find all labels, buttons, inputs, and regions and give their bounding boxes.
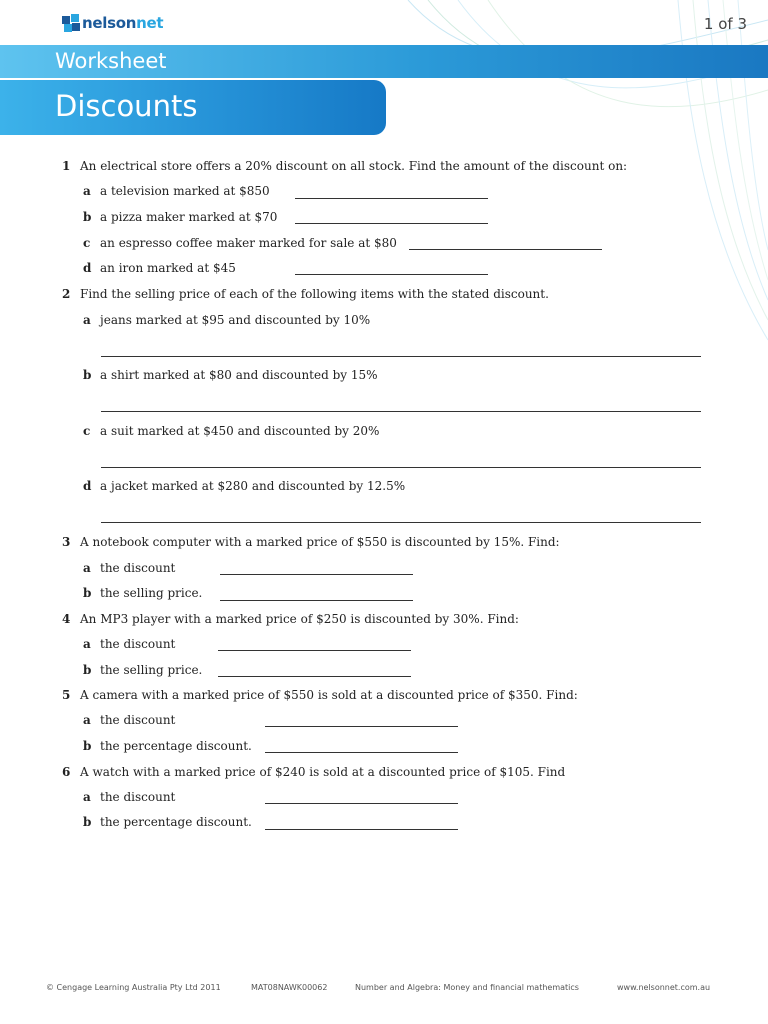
part-letter: a xyxy=(83,313,91,327)
footer-website[interactable]: www.nelsonnet.com.au xyxy=(617,983,711,992)
answer-line[interactable] xyxy=(218,650,411,651)
footer-code: MAT08NAWK00062 xyxy=(251,983,328,992)
part-text: the selling price. xyxy=(100,586,203,600)
part-letter: b xyxy=(83,815,92,829)
question-text: Find the selling price of each of the following items with the stated discount. xyxy=(80,287,549,301)
page-title: Discounts xyxy=(55,89,198,123)
answer-line[interactable] xyxy=(101,522,701,523)
question-text: A camera with a marked price of $550 is sold at a discounted price of $350. Find: xyxy=(80,688,578,702)
part-text: a jacket marked at $280 and discounted by 12.5% xyxy=(100,479,406,493)
part-letter: b xyxy=(83,210,92,224)
logo-cube-icon xyxy=(61,13,81,33)
banner-title: Worksheet xyxy=(55,49,167,73)
nelsonnet-logo xyxy=(61,13,163,33)
answer-line[interactable] xyxy=(220,600,413,601)
question-number: 6 xyxy=(62,765,71,779)
part-text: a pizza maker marked at $70 xyxy=(100,210,278,224)
part-letter: a xyxy=(83,184,91,198)
footer-copyright: © Cengage Learning Australia Pty Ltd 2011 xyxy=(46,983,221,992)
part-text: jeans marked at $95 and discounted by 10% xyxy=(100,313,371,327)
question-text: An MP3 player with a marked price of $250 is discounted by 30%. Find: xyxy=(80,612,519,626)
part-letter: d xyxy=(83,479,92,493)
part-text: a suit marked at $450 and discounted by 20% xyxy=(100,424,380,438)
answer-line[interactable] xyxy=(409,249,602,250)
answer-line[interactable] xyxy=(220,574,413,575)
part-letter: a xyxy=(83,790,91,804)
part-text: the discount xyxy=(100,561,176,575)
answer-line[interactable] xyxy=(218,676,411,677)
logo-text: nelsonnet xyxy=(82,14,164,32)
question-text: A notebook computer with a marked price of $550 is discounted by 15%. Find: xyxy=(80,535,560,549)
part-letter: b xyxy=(83,739,92,753)
question-number: 4 xyxy=(62,612,71,626)
answer-line[interactable] xyxy=(101,411,701,412)
part-text: the percentage discount. xyxy=(100,739,252,753)
answer-line[interactable] xyxy=(295,198,488,199)
part-letter: a xyxy=(83,713,91,727)
part-letter: b xyxy=(83,368,92,382)
part-letter: b xyxy=(83,663,92,677)
part-letter: d xyxy=(83,261,92,275)
answer-line[interactable] xyxy=(265,829,458,830)
part-text: a shirt marked at $80 and discounted by 15% xyxy=(100,368,378,382)
answer-line[interactable] xyxy=(265,752,458,753)
answer-line[interactable] xyxy=(265,803,458,804)
question-number: 1 xyxy=(62,159,71,173)
question-number: 2 xyxy=(62,287,71,301)
footer-strand: Number and Algebra: Money and financial mathematics xyxy=(355,983,579,992)
part-text: a television marked at $850 xyxy=(100,184,270,198)
question-text: A watch with a marked price of $240 is sold at a discounted price of $105. Find xyxy=(80,765,566,779)
part-letter: c xyxy=(83,424,91,438)
page-indicator: 1 of 3 xyxy=(703,15,747,33)
question-number: 3 xyxy=(62,535,71,549)
answer-line[interactable] xyxy=(101,467,701,468)
answer-line[interactable] xyxy=(101,356,701,357)
part-text: the selling price. xyxy=(100,663,203,677)
answer-line[interactable] xyxy=(295,274,488,275)
answer-line[interactable] xyxy=(265,726,458,727)
part-letter: b xyxy=(83,586,92,600)
part-text: an espresso coffee maker marked for sale at $80 xyxy=(100,236,397,250)
part-text: the discount xyxy=(100,713,176,727)
question-number: 5 xyxy=(62,688,71,702)
part-letter: a xyxy=(83,637,91,651)
part-letter: c xyxy=(83,236,91,250)
question-text: An electrical store offers a 20% discount on all stock. Find the amount of the discount on: xyxy=(80,159,628,173)
answer-line[interactable] xyxy=(295,223,488,224)
part-text: the discount xyxy=(100,790,176,804)
part-text: the percentage discount. xyxy=(100,815,252,829)
part-text: the discount xyxy=(100,637,176,651)
part-letter: a xyxy=(83,561,91,575)
part-text: an iron marked at $45 xyxy=(100,261,236,275)
